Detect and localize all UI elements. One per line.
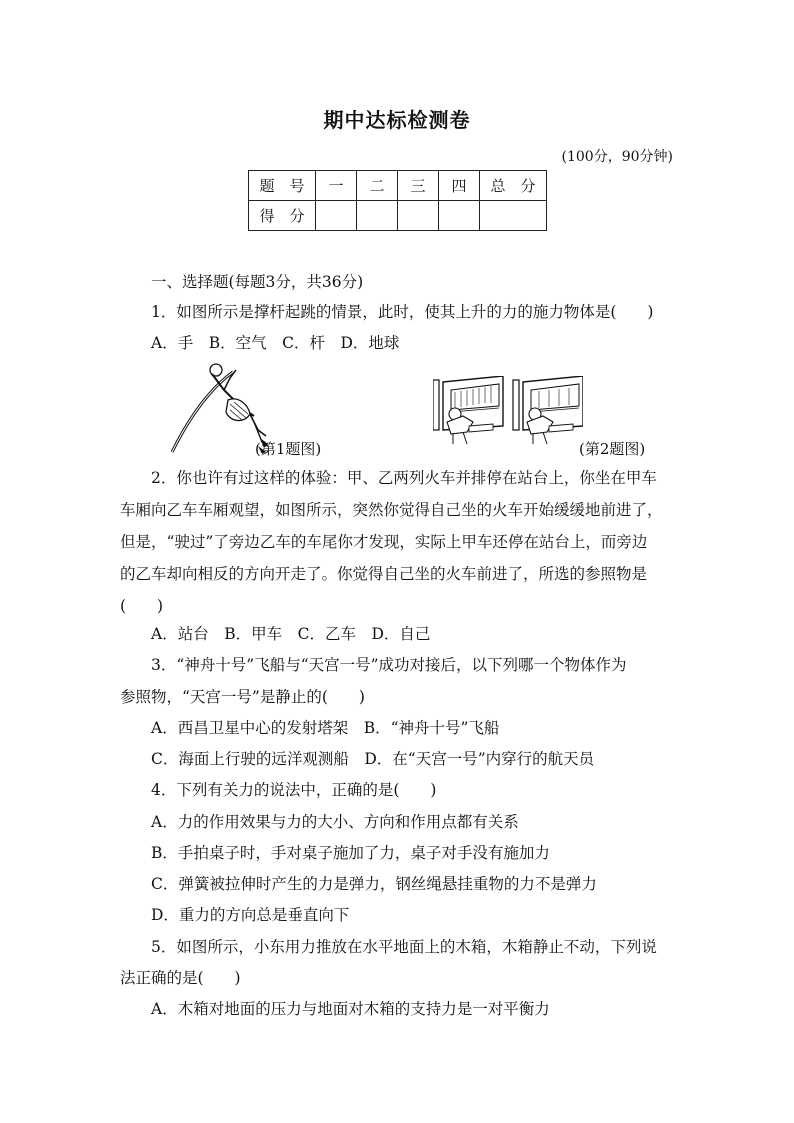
score-cell[interactable] [398, 201, 439, 231]
question-2-options: A．站台 B．甲车 C．乙车 D．自己 [151, 625, 431, 643]
score-header-cell: 题 号 [249, 171, 316, 201]
score-header-cell: 一 [316, 171, 357, 201]
question-4-option-c: C．弹簧被拉伸时产生的力是弹力，钢丝绳悬挂重物的力不是弹力 [151, 875, 597, 893]
question-4-option-d: D．重力的方向总是垂直向下 [151, 906, 350, 924]
exam-score-time: (100分，90分钟) [561, 149, 673, 165]
score-cell[interactable] [357, 201, 398, 231]
question-2-line-1: 2．你也许有过这样的体验：甲、乙两列火车并排停在站台上，你坐在甲车 [151, 469, 657, 487]
question-2-line-4: 的乙车却向相反的方向开走了。你觉得自己坐的火车前进了，所选的参照物是 [120, 565, 648, 583]
score-cell[interactable] [439, 201, 480, 231]
figure-2-caption: (第2题图) [579, 440, 646, 458]
question-3-options-ab: A．西昌卫星中心的发射塔架 B．“神舟十号”飞船 [151, 719, 500, 737]
train-window-figure [433, 376, 583, 446]
question-1-options: A．手 B．空气 C．杆 D．地球 [151, 334, 400, 352]
question-1-stem: 1．如图所示是撑杆起跳的情景，此时，使其上升的力的施力物体是( ) [151, 303, 654, 321]
score-header-cell: 二 [357, 171, 398, 201]
figure-1-caption: (第1题图) [255, 440, 322, 458]
question-3-options-cd: C．海面上行驶的远洋观测船 D．在“天宫一号”内穿行的航天员 [151, 750, 595, 768]
score-header-cell: 总 分 [480, 171, 547, 201]
question-5-option-a: A．木箱对地面的压力与地面对木箱的支持力是一对平衡力 [151, 1000, 550, 1018]
question-4-option-b: B．手拍桌子时，手对桌子施加了力，桌子对手没有施加力 [151, 844, 550, 862]
score-header-cell: 四 [439, 171, 480, 201]
section-heading: 一、选择题(每题3分，共36分) [151, 273, 364, 291]
score-header-cell: 三 [398, 171, 439, 201]
train-panel-left [433, 376, 503, 444]
question-2-line-5: ( ) [120, 597, 164, 615]
page-title: 期中达标检测卷 [323, 108, 471, 132]
question-3-line-1: 3．“神舟十号”飞船与“天宫一号”成功对接后，以下列哪一个物体作为 [151, 656, 627, 674]
score-table-header-row [249, 171, 547, 201]
question-3-line-2: 参照物，“天宫一号”是静止的( ) [120, 688, 365, 706]
score-table-score-row [249, 201, 547, 231]
question-5-line-2: 法正确的是( ) [120, 969, 241, 987]
question-5-line-1: 5．如图所示，小东用力推放在水平地面上的木箱，木箱静止不动，下列说 [151, 938, 657, 956]
question-4-stem: 4．下列有关力的说法中，正确的是( ) [151, 781, 437, 799]
score-table [248, 170, 547, 231]
question-2-line-2: 车厢向乙车车厢观望，如图所示，突然你觉得自己坐的火车开始缓缓地前进了， [120, 501, 663, 519]
score-row-label: 得 分 [249, 201, 316, 231]
train-panel-right [513, 376, 583, 444]
question-4-option-a: A．力的作用效果与力的大小、方向和作用点都有关系 [151, 813, 519, 831]
question-2-line-3: 但是，“驶过”了旁边乙车的车尾你才发现，实际上甲车还停在站台上，而旁边 [120, 533, 648, 551]
score-cell[interactable] [316, 201, 357, 231]
score-cell[interactable] [480, 201, 547, 231]
